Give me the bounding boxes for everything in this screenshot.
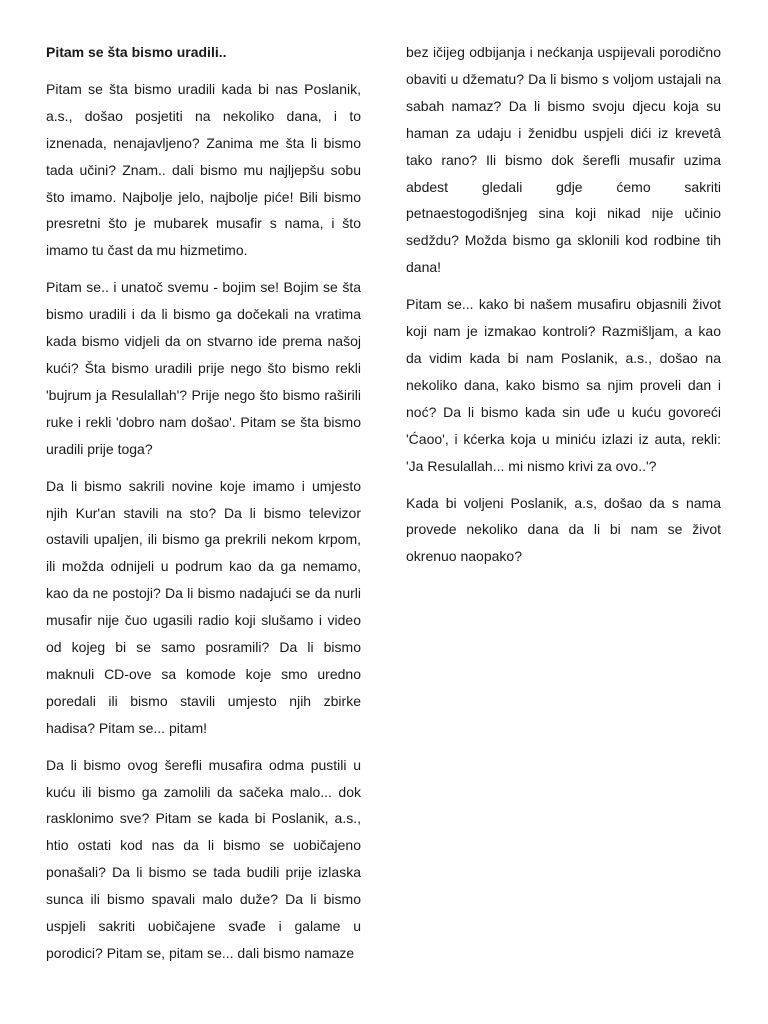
paragraph: Da li bismo ovog šerefli musafira odma pustili u kuću ili bismo ga zamolili da sačeka malo... dok rasklonimo sve? Pitam se kada bi Poslanik, a.s., htio ostati kod nas da li bismo se uobičajeno ponašali? Da li bismo se tada budili prije izlaska sunca ili bismo spavali malo duže? Da li bismo uspjeli sakriti uobičajene svađe i galame u porodici? Pitam se, pitam se... dali bismo namaze	[46, 756, 361, 961]
paragraph: Pitam se.. i unatoč svemu - bojim se! Bojim se šta bismo uradili i da li bismo ga dočekali na vratima kada bismo vidjeli da on stvarno ide prema našoj kući? Šta bismo uradili prije nego što bismo rekli 'bujrum ja Resulallah'? Prije nego što bismo raširili ruke i rekli 'dobro nam došao'. Pitam se šta bismo uradili prije toga?	[46, 279, 361, 457]
left-column	[46, 39, 361, 977]
paragraph: Da li bismo sakrili novine koje imamo i umjesto njih Kur'an stavili na sto? Da li bismo televizor ostavili upaljen, ili bismo ga prekrili nekom krpom, ili možda odnijeli u podrum kao da ga nemamo, kao da ne postoji? Da li bismo nadajući se da nurli musafir nije čuo ugasili radio koji slušamo i video od kojeg bi se samo posramili? Da li bismo maknuli CD-ove sa komode koje smo uredno poredali ili bismo stavili umjesto njih zbirke hadisa? Pitam se... pitam!	[46, 477, 361, 736]
paragraph: Kada bi voljeni Poslanik, a.s, došao da s nama provede nekoliko dana da li bi nam se život okrenuo naopako?	[406, 494, 721, 565]
right-column	[406, 39, 721, 580]
paragraph: Pitam se... kako bi našem musafiru objasnili život koji nam je izmakao kontroli? Razmišljam, a kao da vidim kada bi nam Poslanik, a.s., došao na nekoliko dana, kako bismo sa njim proveli dan i noć? Da li bismo kada sin uđe u kuću govoreći 'Ćaoo', i kćerka koja u miniću izlazi iz auta, rekli: 'Ja Resulallah... mi nismo krivi za ovo..'?	[406, 296, 721, 474]
paragraph: bez ičijeg odbijanja i nećkanja uspijevali porodično obaviti u džematu? Da li bismo s voljom ustajali na sabah namaz? Da li bismo svoju djecu koja su haman za udaju i ženidbu uspjeli dići iz krevetâ tako rano? Ili bismo dok šerefli musafir uzima abdest gledali gdje ćemo sakriti petnaestogodišnjeg sina koji nikad nije učinio sedždu? Možda bismo ga sklonili kod rodbine tih dana!	[406, 44, 721, 276]
article-title: Pitam se šta bismo uradili..	[46, 44, 227, 60]
paragraph: Pitam se šta bismo uradili kada bi nas Poslanik, a.s., došao posjetiti na nekoliko dana, i to iznenada, nenajavljeno? Zanima me šta li bismo tada učini? Znam.. dali bismo mu najljepšu sobu što imamo. Najbolje jelo, najbolje piće! Bili bismo presretni što je mubarek musafir s nama, i što imamo tu čast da mu hizmetimo.	[46, 80, 361, 259]
